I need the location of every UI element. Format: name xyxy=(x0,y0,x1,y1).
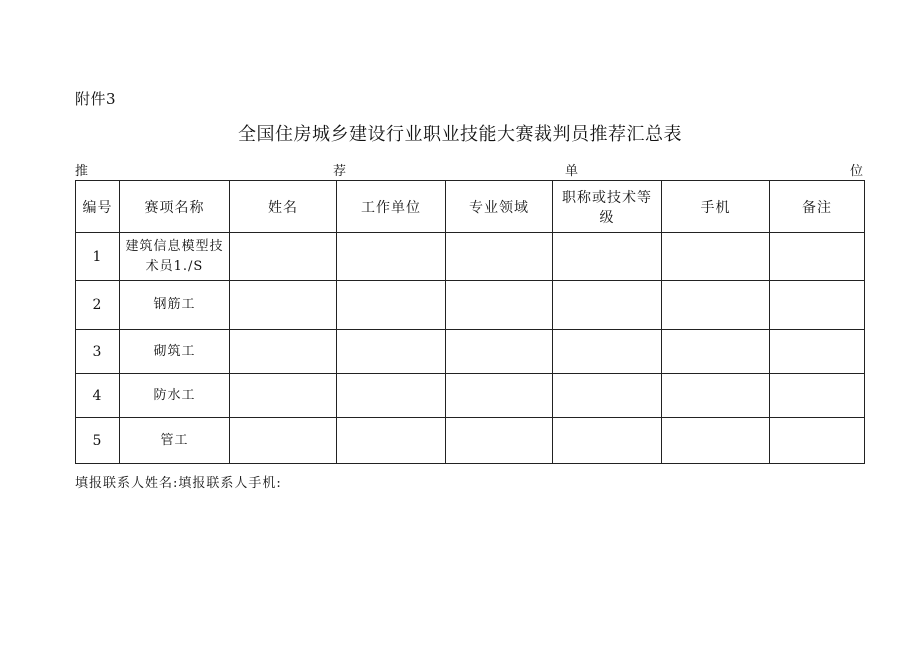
table-row xyxy=(76,418,865,464)
work-unit-cell[interactable] xyxy=(337,374,446,418)
specialty-cell[interactable] xyxy=(446,233,553,281)
remarks-cell[interactable] xyxy=(770,330,865,374)
phone-cell[interactable] xyxy=(662,374,770,418)
title-level-cell[interactable] xyxy=(553,281,662,330)
title-level-cell[interactable] xyxy=(553,374,662,418)
header-name: 姓名 xyxy=(230,181,337,233)
table-row xyxy=(76,233,865,281)
row-event-name: 管工 xyxy=(120,418,230,464)
row-event-name: 防水工 xyxy=(120,374,230,418)
work-unit-cell[interactable] xyxy=(337,330,446,374)
work-unit-cell[interactable] xyxy=(337,281,446,330)
name-cell[interactable] xyxy=(230,418,337,464)
row-event-name: 建筑信息模型技术员1./S xyxy=(120,233,230,281)
phone-cell[interactable] xyxy=(662,330,770,374)
header-remarks: 备注 xyxy=(770,181,865,233)
table-row xyxy=(76,281,865,330)
remarks-cell[interactable] xyxy=(770,374,865,418)
remarks-cell[interactable] xyxy=(770,233,865,281)
remarks-cell[interactable] xyxy=(770,281,865,330)
recommending-unit-row xyxy=(75,160,863,180)
unit-label-char: 单 xyxy=(565,164,579,179)
attachment-label: 附件3 xyxy=(75,90,117,108)
work-unit-cell[interactable] xyxy=(337,418,446,464)
remarks-cell[interactable] xyxy=(770,418,865,464)
row-number: 3 xyxy=(76,330,120,374)
unit-label-char: 推 xyxy=(75,164,89,179)
header-title-level: 职称或技术等级 xyxy=(553,181,662,233)
row-number: 2 xyxy=(76,281,120,330)
phone-cell[interactable] xyxy=(662,418,770,464)
title-level-cell[interactable] xyxy=(553,418,662,464)
name-cell[interactable] xyxy=(230,374,337,418)
header-number: 编号 xyxy=(76,181,120,233)
specialty-cell[interactable] xyxy=(446,330,553,374)
specialty-cell[interactable] xyxy=(446,281,553,330)
row-number: 4 xyxy=(76,374,120,418)
header-event-name: 赛项名称 xyxy=(120,181,230,233)
name-cell[interactable] xyxy=(230,330,337,374)
unit-label-char: 位 xyxy=(849,164,863,179)
specialty-cell[interactable] xyxy=(446,374,553,418)
row-event-name: 砌筑工 xyxy=(120,330,230,374)
name-cell[interactable] xyxy=(230,281,337,330)
header-work-unit: 工作单位 xyxy=(337,181,446,233)
table-header-row xyxy=(76,181,865,233)
title-level-cell[interactable] xyxy=(553,233,662,281)
row-number: 1 xyxy=(76,233,120,281)
contact-info: 填报联系人姓名:填报联系人手机: xyxy=(75,476,282,491)
row-event-name: 钢筋工 xyxy=(120,281,230,330)
phone-cell[interactable] xyxy=(662,281,770,330)
row-number: 5 xyxy=(76,418,120,464)
header-phone: 手机 xyxy=(662,181,770,233)
referee-summary-table xyxy=(75,180,865,464)
phone-cell[interactable] xyxy=(662,233,770,281)
unit-label-char: 荐 xyxy=(333,164,347,179)
work-unit-cell[interactable] xyxy=(337,233,446,281)
table-row xyxy=(76,330,865,374)
header-specialty: 专业领域 xyxy=(446,181,553,233)
specialty-cell[interactable] xyxy=(446,418,553,464)
page-title: 全国住房城乡建设行业职业技能大赛裁判员推荐汇总表 xyxy=(238,124,682,145)
title-level-cell[interactable] xyxy=(553,330,662,374)
table-row xyxy=(76,374,865,418)
name-cell[interactable] xyxy=(230,233,337,281)
